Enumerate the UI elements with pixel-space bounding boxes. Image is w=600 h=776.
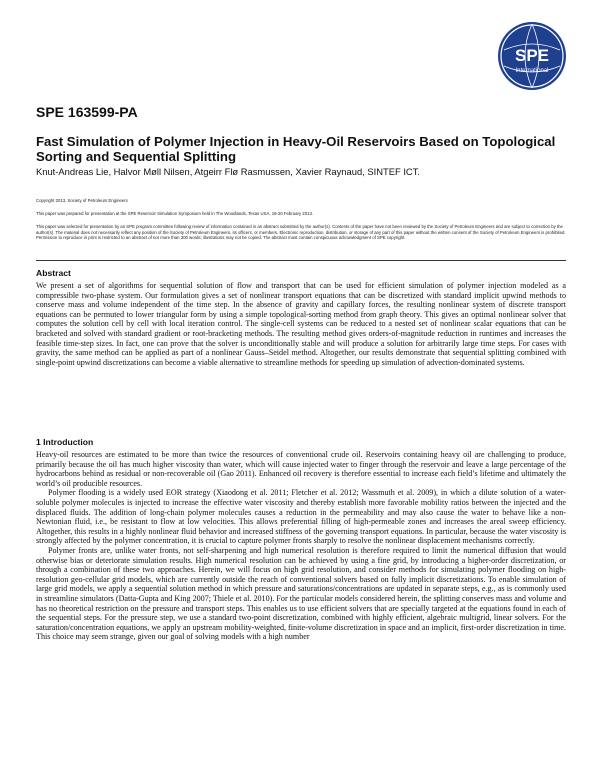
introduction-heading: 1 Introduction xyxy=(36,437,94,447)
paper-title: Fast Simulation of Polymer Injection in Heavy-Oil Reservoirs Based on Topological Sorting and Sequential Splitting xyxy=(36,134,556,164)
intro-paragraph-1: Heavy-oil resources are estimated to be more than twice the resources of conventional crude oil. Reservoirs containing heavy oil are challenging to produce, primarily because the oil has much higher viscosity than water, which will cause injected water to finger through the reservoir and leave a large percentage of the hydrocarbons behind as residual or non-recoverable oil (Gao 2011). Enhanced oil recovery is therefore essential to increase each field’s lifetime and ultimately the world’s oil producible resources. xyxy=(36,450,566,488)
introduction-text xyxy=(36,450,566,642)
selection-notice: This paper was selected for presentation by an SPE program committee following review of information contained in an abstract submitted by the author(s). Contents of the paper have not been reviewed by the Society of Petroleum Engineers and are subject to correction by the author(s). The material does not necessarily reflect any position of the Society of Petroleum Engineers, its officers, or members. Electronic reproduction, distribution, or storage of any part of this paper without the written consent of the Society of Petroleum Engineers is prohibited. Permission to reproduce in print is restricted to an abstract of not more than 300 words; illustrations may not be copied. The abstract must contain conspicuous acknowledgment of SPE copyright. xyxy=(36,224,566,241)
intro-paragraph-2: Polymer flooding is a widely used EOR strategy (Xiaodong et al. 2011; Fletcher et al. 2012; Wassmuth et al. 2009), in which a dilute solution of a water-soluble polymer molecules is injected to increase the effective water viscosity and thereby establish more favorable mobility ratios between the injected and the displaced fluids. The addition of long-chain polymer molecules causes a reduction in the permeability and may also cause the water to behave like a non-Newtonian fluid, i.e., be resistant to flow at low velocities. This allows preferential filling of high-permeable zones and increases the areal sweep efficiency. Altogether, this results in a highly nonlinear fluid behavior and increased stiffness of the governing transport equations. In particular, because the water viscosity is strongly affected by the polymer concentration, it is crucial to capture polymer fronts sharply to resolve the nonlinear displacement mechanisms correctly. xyxy=(36,488,566,546)
abstract-text xyxy=(36,281,566,367)
copyright-notice: Copyright 2013, Society of Petroleum Engineers xyxy=(36,198,128,203)
authors: Knut-Andreas Lie, Halvor Møll Nilsen, Atgeirr Flø Rasmussen, Xavier Raynaud, SINTEF ICT. xyxy=(36,166,420,177)
svg-text:International: International xyxy=(515,68,549,74)
spe-logo xyxy=(496,20,568,92)
divider xyxy=(36,260,566,261)
intro-paragraph-3: Polymer fronts are, unlike water fronts, not self-sharpening and high numerical resolution is therefore required to limit the numerical diffusion that would otherwise bias or deteriorate simulation results. High numerical resolution can be achieved by using a fine grid, by introducing a higher-order discretization, or through a combination of these two approaches. Herein, we will focus on high grid resolution, and consider methods for simulating polymer flooding on high-resolution geo-cellular grid models, which are currently outside the reach of conventional solvers based on fully implicit discretizations. To enable simulation of large grid models, we apply a sequential solution method in which pressure and saturations/concentrations are updated in separate steps, e.g., as is commonly used in streamline simulators (Datta-Gupta and King 2007; Thiele et al. 2010). For the particular models considered herein, the splitting conserves mass and volume and has no theoretical restriction on the pressure and transport steps. This enables us to use efficient solvers that are specially targeted at the equations found in each of the sequential steps. For the pressure step, we use a standard two-point discretization, combined with highly efficient, algebraic multigrid, linear solvers. For the saturation/concentration equations, we apply an upstream mobility-weighted, finite-volume discretization in space and an implicit, first-order discretization in time. This choice may seem strange, given our goal of solving models with a high number xyxy=(36,545,566,642)
presentation-notice: This paper was prepared for presentation at the SPE Reservoir Simulation Symposium held in The Woodlands, Texas USA, 18-20 February 2013. xyxy=(36,211,314,216)
svg-text:SPE: SPE xyxy=(514,46,550,65)
paper-id: SPE 163599-PA xyxy=(36,104,138,120)
abstract-paragraph: We present a set of algorithms for sequential solution of flow and transport that can be used for efficient simulation of polymer injection modeled as a compressible two-phase system. Our formulation gives a set of nonlinear transport equations that can be discretized with standard implicit upwind methods to conserve mass and volume independent of the time step. In the absence of gravity and capillary forces, the resulting nonlinear system of discrete transport equations can be permuted to lower triangular form by using a simple topological-sorting method from graph theory. This gives an optimal nonlinear solver that computes the solution cell by cell with local iteration control. The single-cell systems can be reduced to a nested set of nonlinear scalar equations that can be bracketed and solved with standard gradient or root-bracketing methods. The resulting method gives orders-of-magnitude reduction in runtimes and increases the feasible time-step sizes. In fact, one can prove that the solver is unconditionally stable and will produce a solution for arbitrarily large time steps. For cases with gravity, the same method can be applied as part of a nonlinear Gauss–Seidel method. Altogether, our results demonstrate that sequential splitting combined with single-point upwind discretizations can become a viable alternative to streamline methods for speeding up simulation of advection-dominated systems. xyxy=(36,281,566,367)
abstract-heading: Abstract xyxy=(36,268,71,278)
